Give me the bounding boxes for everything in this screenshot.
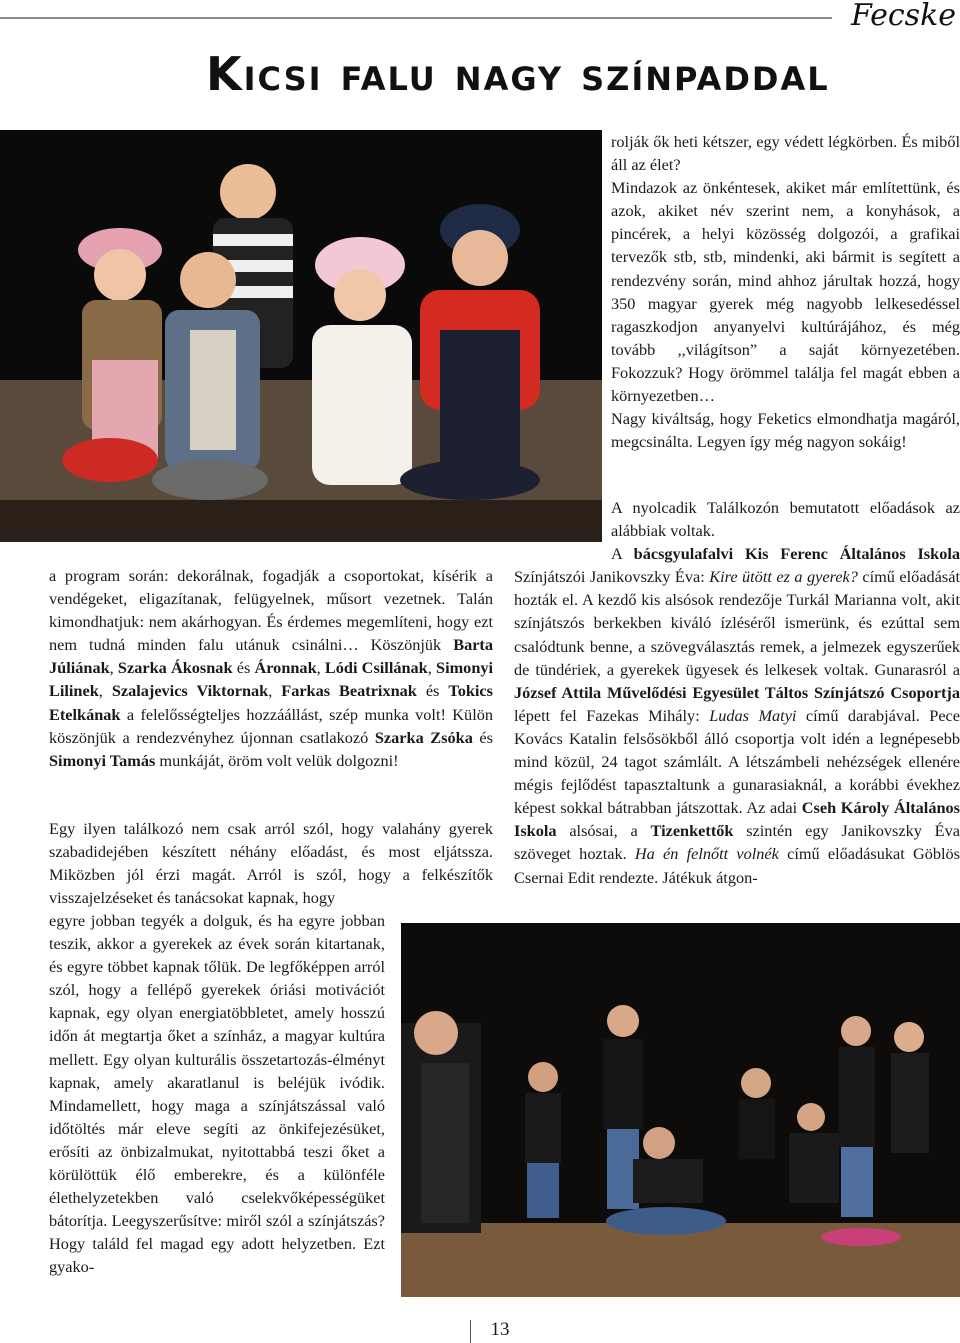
text-run: munkáját, öröm volt velük dolgozni! <box>155 750 399 770</box>
paragraph <box>49 564 493 772</box>
paragraph: rolják ők heti kétszer, egy védett légkörben. És miből áll az élet? <box>611 132 960 175</box>
right-column-middle <box>514 496 960 889</box>
school-name: Cseh Károly Általános Iskola <box>514 798 960 841</box>
play-title: Ludas Matyi <box>709 705 797 725</box>
left-column-narrow <box>49 909 385 1279</box>
text-run: című előadásukat Göblös Csernai Edit rendezte. Játékuk átgon- <box>514 844 960 887</box>
text-run: , <box>109 658 118 678</box>
person-name: Simonyi Lilinek <box>49 658 494 701</box>
text-run: , <box>268 681 282 701</box>
bottom-photo <box>401 923 960 1297</box>
text-run: szintén egy Janikovszky Éva szöveget hoztak. <box>514 821 960 864</box>
text-run: Színjátszói Janikovszky Éva: <box>514 567 710 587</box>
text-run: a felelősségteljes hozzáállást, szép munka volt! Külön köszönjük a rendezvényhez újonnan csatlakozó <box>49 704 493 747</box>
paragraph: Nagy kiváltság, hogy Feketics elmondhatja magáról, megcsinálta. Legyen így még nagyon sokáig! <box>611 409 960 452</box>
person-name: Farkas Beatrixnak <box>281 681 417 701</box>
play-title: Kire ütött ez a gyerek? <box>709 567 858 587</box>
text-run: című darabjával. Pece Kovács Katalin felsősökből álló csoportja volt idén a legnépesebb mind közül, 24 tagot számlált. A létszámbeli nehézségek ellenére mégis fejlődést tapasztaltunk a gunarasiaknál, a korábbi évekhez képest sokkal bátrabban játszottak. Az adai <box>514 705 960 818</box>
group-name: Tizenkettők <box>650 821 734 841</box>
article-title: Kicsi falu nagy színpaddal <box>206 47 830 101</box>
text-run: a program során: dekorálnak, fogadják a csoportokat, kísérik a vendégeket, eligazítanak, felügyelnek, műsort vezetnek. Talán kimondhatjuk: nem akárhogyan. És érdemes megemlíteni, hogy ezt nem tudná minden falu utánuk csinálni… Köszönjük <box>49 566 493 655</box>
text-run: , <box>427 658 437 678</box>
person-name: Lódi Csillának <box>324 658 428 678</box>
school-name: bácsgyulafalvi Kis Ferenc Általános Iskola <box>633 544 960 564</box>
paragraph: A nyolcadik Találkozón bemutatott előadások az alábbiak voltak. <box>611 498 960 541</box>
paragraph: Egy ilyen találkozó nem csak arról szól, hogy valahány gyerek szabadidejében készített néhány előadást, és most eljátssza. Miközben jól érzi magát. Arról is szól, hogy a felkészítők visszajelzéseket és tanácsokat kapnak, hogy <box>49 819 493 908</box>
header-rule <box>0 17 832 19</box>
page-number: 13 <box>490 1319 510 1340</box>
text-run: és <box>472 727 493 747</box>
right-column-top <box>611 130 960 453</box>
text-run: , <box>98 681 112 701</box>
left-column <box>49 564 493 772</box>
person-name: Szalajevics Viktornak <box>111 681 269 701</box>
paragraph: Mindazok az önkéntesek, akiket már említettünk, és azok, akiket név szerint nem, a konyhások, a pincérek, a helyi közösség dolgozói, a grafikai tervezők stb, stb, mindenki, aki bármit is segített a rendezvény során, mind ahhoz járultak hozzá, hogy 350 magyar gyerek még nagyobb lelkesedéssel ragaszkodjon anyanyelvi kultúrájához, és még tovább ,,világítson” a saját környezetében. Fokozzuk? Hogy örömmel találja fel magát ebben a környezetben… <box>611 178 960 406</box>
person-name: Áronnak <box>254 658 317 678</box>
magazine-name: Fecske <box>850 0 956 33</box>
person-name: Tokics Etelkának <box>49 681 493 724</box>
top-photo <box>0 130 602 542</box>
text-run: és <box>416 681 449 701</box>
play-title: Ha én felnőtt volnék <box>634 844 779 864</box>
text-run: című előadását hozták el. A kezdő kis alsósok rendezője Turkál Marianna volt, akit színjátszós berkekben kiváló ízléséről ismerünk, és ezúttal sem csalódtunk benne, a szövegválasztás remek, a jelmezek egyszerűek de tündériek, a gyerekek ügyesek és lelkesek voltak. Gunarasról a <box>514 567 960 679</box>
person-name: Szarka Zsóka <box>374 727 473 747</box>
text-run: , <box>316 658 325 678</box>
person-name: Szarka Ákosnak <box>117 658 233 678</box>
paragraph: egyre jobban tegyék a dolguk, és ha egyre jobban teszik, akkor a gyerekek az évek során kitartanak, és egyre többet kapnak tőlük. De legfőképpen arról szól, hogy a fellépő gyerekek óriási motivációt kapnak, egy olyan energiatöbbletet, amely hosszú időn át megtartja őket a színház, a magyar kultúra mellett. Egy olyan kulturális összetartozás-élményt kapnak, amely akaratlanul is beléjük ivódik. Mindamellett, hogy maga a színjátszással való időtöltés már eleve segíti az önkifejezésüket, erősíti az önbizalmukat, nyitottabbá teszi őket a körülöttük élő emberekre, és a különféle élethelyzetekben való cselekvőképességüket bátorítja. Leegyszerűsítve: miről szól a színjátszás? Hogy találd fel magad egy adott helyzetben. Ezt gyako- <box>49 911 385 1277</box>
text-run: alsósai, a <box>556 821 651 841</box>
left-column-wide <box>49 817 493 909</box>
text-run: A <box>611 544 634 564</box>
text-run: és <box>232 658 255 678</box>
group-name: József Attila Művelődési Egyesület Táltos Színjátszó Csoportja <box>514 682 960 702</box>
text-run: lépett fel Fazekas Mihály: <box>514 705 710 725</box>
person-name: Simonyi Tamás <box>49 750 156 770</box>
paragraph <box>514 542 960 888</box>
person-name: Barta Júliának <box>49 635 493 678</box>
